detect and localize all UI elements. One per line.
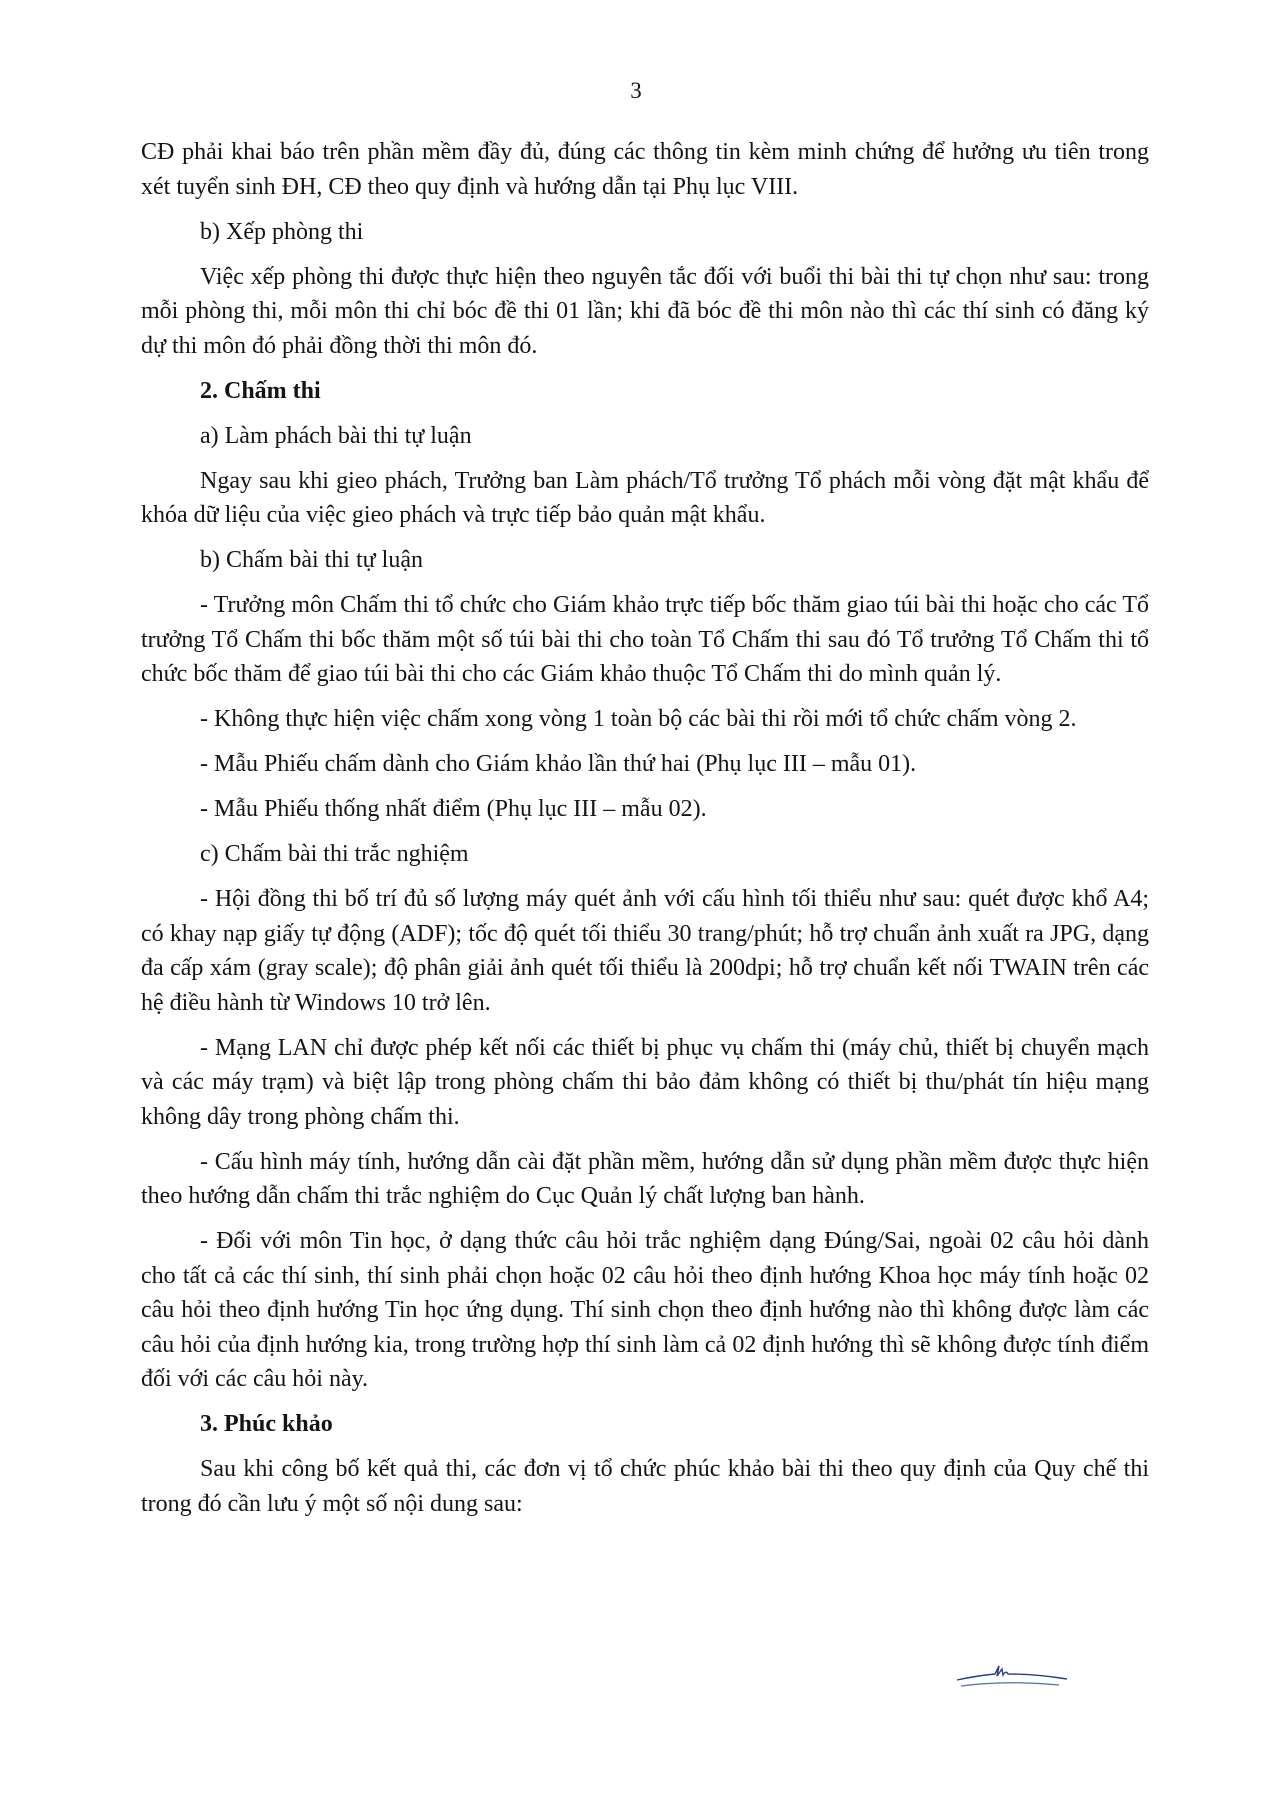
paragraph-anonymization: Ngay sau khi gieo phách, Trưởng ban Làm phách/Tổ trưởng Tổ phách mỗi vòng đặt mật khẩu để khóa dữ liệu của việc gieo phách và trực tiếp bảo quản mật khẩu. <box>141 467 1149 528</box>
list-item-mcq-1: - Hội đồng thi bố trí đủ số lượng máy quét ảnh với cấu hình tối thiểu như sau: quét được khổ A4; có khay nạp giấy tự động (ADF); tốc độ quét tối thiểu 30 trang/phút; hỗ trợ chuẩn ảnh xuất ra JPG, dạng đa cấp xám (gray scale); độ phân giải ảnh quét tối thiểu là 200dpi; hỗ trợ chuẩn kết nối TWAIN trên các hệ điều hành từ Windows 10 trở lên. <box>141 886 1149 1016</box>
paragraph-continuation: CĐ phải khai báo trên phần mềm đầy đủ, đúng các thông tin kèm minh chứng để hưởng ưu tiên trong xét tuyển sinh ĐH, CĐ theo quy định và hướng dẫn tại Phụ lục VIII. <box>141 139 1149 200</box>
subheading-anonymization: a) Làm phách bài thi tự luận <box>200 422 472 449</box>
document-body <box>141 135 1149 1532</box>
list-item-mcq-2: - Mạng LAN chỉ được phép kết nối các thiết bị phục vụ chấm thi (máy chủ, thiết bị chuyển mạch và các máy trạm) và biệt lập trong phòng chấm thi bảo đảm không có thiết bị thu/phát tín hiệu mạng không dây trong phòng chấm thi. <box>141 1034 1149 1130</box>
subheading-essay-grading: b) Chấm bài thi tự luận <box>200 547 423 573</box>
list-item-essay-1: - Trưởng môn Chấm thi tổ chức cho Giám khảo trực tiếp bốc thăm giao túi bài thi hoặc cho các Tổ trưởng Tổ Chấm thi bốc thăm một số túi bài thi cho toàn Tổ Chấm thi sau đó Tổ trưởng Tổ Chấm thi tổ chức bốc thăm để giao túi bài thi cho các Giám khảo thuộc Tổ Chấm thi do mình quản lý. <box>141 592 1149 687</box>
list-item-essay-3: - Mẫu Phiếu chấm dành cho Giám khảo lần thứ hai (Phụ lục III – mẫu 01). <box>200 751 917 777</box>
paragraph-review: Sau khi công bố kết quả thi, các đơn vị tổ chức phúc khảo bài thi theo quy định của Quy chế thi trong đó cần lưu ý một số nội dung sau: <box>141 1456 1149 1517</box>
list-item-mcq-4: - Đối với môn Tin học, ở dạng thức câu hỏi trắc nghiệm dạng Đúng/Sai, ngoài 02 câu hỏi dành cho tất cả các thí sinh, thí sinh phải chọn hoặc 02 câu hỏi theo định hướng Khoa học máy tính hoặc 02 câu hỏi theo định hướng Tin học ứng dụng. Thí sinh chọn theo định hướng nào thì không được làm các câu hỏi của định hướng kia, trong trường hợp thí sinh làm cả 02 định hướng thì sẽ không được tính điểm đối với các câu hỏi này. <box>141 1228 1149 1392</box>
subheading-mcq-grading: c) Chấm bài thi trắc nghiệm <box>200 841 469 867</box>
list-item-mcq-3: - Cấu hình máy tính, hướng dẫn cài đặt phần mềm, hướng dẫn sử dụng phần mềm được thực hiện theo hướng dẫn chấm thi trắc nghiệm do Cục Quản lý chất lượng ban hành. <box>141 1148 1149 1209</box>
section-heading-grading: 2. Chấm thi <box>200 377 321 404</box>
list-item-essay-2: - Không thực hiện việc chấm xong vòng 1 toàn bộ các bài thi rồi mới tổ chức chấm vòng 2. <box>200 706 1077 732</box>
section-heading-review: 3. Phúc khảo <box>200 1411 333 1437</box>
list-item-essay-4: - Mẫu Phiếu thống nhất điểm (Phụ lục III – mẫu 02). <box>200 796 707 822</box>
subheading-room-arrangement: b) Xếp phòng thi <box>200 218 364 245</box>
initials-signature-icon <box>955 1664 1075 1694</box>
paragraph-room-arrangement: Việc xếp phòng thi được thực hiện theo nguyên tắc đối với buổi thi bài thi tự chọn như sau: trong mỗi phòng thi, mỗi môn thi chỉ bóc đề thi 01 lần; khi đã bóc đề thi môn nào thì các thí sinh có đăng ký dự thi môn đó phải đồng thời thi môn đó. <box>141 263 1149 359</box>
page-number: 3 <box>630 78 642 103</box>
